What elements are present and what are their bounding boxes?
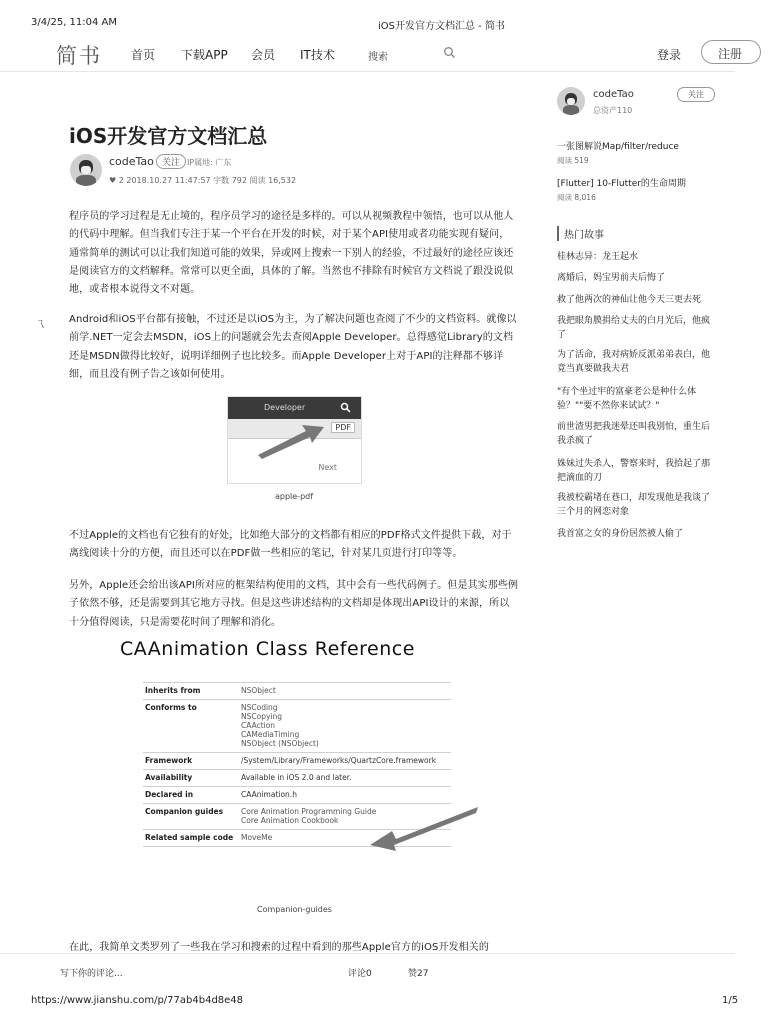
developer-label: Developer bbox=[264, 403, 306, 412]
hot-story-item[interactable]: "有个坐过牢的富豪老公是种什么体验？""要不然你来试试？" bbox=[557, 387, 697, 411]
ref-value: Core Animation Cookbook bbox=[241, 816, 339, 825]
image-caption-apple-pdf: apple-pdf bbox=[275, 492, 314, 501]
ref-value: NSCopying bbox=[241, 712, 282, 721]
hot-story-item[interactable]: 救了他两次的神仙让他今天三更去死 bbox=[557, 295, 702, 305]
recent-article-title[interactable]: 一张图解说Map/filter/reduce bbox=[557, 142, 679, 152]
hot-story-item[interactable]: 我被校霸堵在巷口，却发现他是我谈了三个月的网恋对象 bbox=[557, 493, 711, 517]
table-row bbox=[143, 770, 451, 787]
article-title: iOS开发官方文档汇总 bbox=[69, 124, 268, 148]
ref-key: Declared in bbox=[143, 787, 239, 804]
ref-value: CAAction bbox=[241, 721, 276, 730]
print-datetime: 3/4/25, 11:04 AM bbox=[31, 17, 118, 28]
paragraph-4: 另外，Apple还会给出该API所对应的框架结构使用的文档，其中会有一些代码例子。但是其实那些例子依然不够，还是需要到其它地方寻找。但是这些讲述结构的文档却是体现出API设计的来源，所以十分值得阅读，只是需要花时间了理解和消化。 bbox=[69, 580, 519, 628]
hot-story-item[interactable]: 我首富之女的身份居然被人偷了 bbox=[557, 529, 684, 539]
nav-membership[interactable]: 会员 bbox=[251, 48, 276, 62]
apple-developer-image bbox=[227, 396, 362, 484]
ref-value: MoveMe bbox=[241, 833, 273, 842]
recent-article-reads: 阅读 519 bbox=[557, 156, 589, 165]
hot-story-item[interactable]: 离婚后，妈宝男前夫后悔了 bbox=[557, 273, 666, 283]
sidebar-author-avatar[interactable] bbox=[557, 87, 585, 115]
ref-value: Available in iOS 2.0 and later. bbox=[241, 773, 352, 782]
paragraph-2: Android和iOS平台都有接触，不过还是以iOS为主，为了解决问题也查阅了不少的文档资料。就像以前学.NET一定会去MSDN，iOS上的问题就会先去查阅Apple Developer。总得感觉Library的文档还是MSDN做得比较好，说明详细例子也比较多。而Apple Developer上对于API的注释都不够详细，而且没有例子告之该如何使用。 bbox=[69, 314, 517, 380]
like-button[interactable]: 赞27 bbox=[408, 969, 429, 979]
nav-it-tech[interactable]: IT技术 bbox=[300, 48, 335, 62]
search-icon[interactable] bbox=[443, 46, 456, 59]
sidebar-follow-button[interactable]: 关注 bbox=[677, 87, 715, 102]
sidebar-author-name[interactable]: codeTao bbox=[593, 89, 634, 100]
hot-story-item[interactable]: 姝妹过失杀人，警察来时，我拾起了那把滴血的刀 bbox=[557, 459, 711, 483]
ref-value: /System/Library/Frameworks/QuartzCore.framework bbox=[241, 756, 437, 765]
register-button[interactable]: 注册 bbox=[701, 40, 761, 64]
table-row bbox=[143, 683, 451, 700]
paragraph-5: 在此，我简单文类罗列了一些我在学习和搜索的过程中看到的那些Apple官方的iOS开发相关的 bbox=[69, 942, 489, 953]
ref-value: CAMediaTiming bbox=[241, 730, 300, 739]
nav-home[interactable]: 首页 bbox=[131, 48, 156, 62]
hot-story-item[interactable]: 前世渣男把我迷晕还叫我别怕，重生后我杀疯了 bbox=[557, 422, 711, 446]
hot-stories-heading: 热门故事 bbox=[557, 226, 604, 241]
comments-count-button[interactable]: 评论0 bbox=[348, 969, 372, 979]
ref-value: Core Animation Programming Guide bbox=[241, 807, 377, 816]
hot-story-item[interactable]: 桂林志异：龙王起水 bbox=[557, 252, 639, 262]
follow-author-button[interactable]: 关注 bbox=[156, 154, 186, 169]
nav-download-app[interactable]: 下载APP bbox=[181, 48, 228, 62]
table-row bbox=[143, 700, 451, 753]
article-meta: ♥ 2 2018.10.27 11:47:57 字数 792 阅读 16,532 bbox=[109, 176, 297, 185]
ref-key: Framework bbox=[143, 753, 239, 770]
sidebar-assets: 总资产110 bbox=[593, 106, 633, 115]
ref-key: Companion guides bbox=[143, 804, 239, 830]
next-label: Next bbox=[318, 463, 337, 472]
author-avatar[interactable] bbox=[70, 154, 102, 186]
ref-key: Related sample code bbox=[143, 830, 239, 847]
comment-input[interactable]: 写下你的评论... bbox=[60, 969, 123, 979]
caref-title: CAAnimation Class Reference bbox=[120, 638, 415, 660]
hot-story-item[interactable]: 为了活命，我对病娇反派弟弟表白，他竟当真要做我夫君 bbox=[557, 350, 711, 374]
paragraph-3: 不过Apple的文档也有它独有的好处，比如绝大部分的文档都有相应的PDF格式文件提供下载，对于离线阅读十分的方便，而且还可以在PDF做一些相应的笔记，针对某几页进行打印等等。 bbox=[69, 530, 512, 560]
table-row bbox=[143, 787, 451, 804]
pdf-download-chip: PDF bbox=[331, 422, 355, 433]
ref-key: Conforms to bbox=[143, 700, 239, 753]
ref-value: NSObject bbox=[241, 686, 276, 695]
recent-article-title[interactable]: [Flutter] 10-Flutter的生命周期 bbox=[557, 179, 686, 189]
ref-key: Inherits from bbox=[143, 683, 239, 700]
site-logo[interactable]: 简书 bbox=[56, 44, 102, 68]
ref-value: CAAnimation.h bbox=[241, 790, 297, 799]
print-page-number: 1/5 bbox=[722, 995, 739, 1006]
paragraph-1: 程序员的学习过程是无止境的，程序员学习的途径是多样的。可以从视频教程中领悟，也可以从他人的代码中理解。但当我们专注于某一个平台在开发的时候，对于某个API使用或者功能实现有疑问，通常简单的测试可以让我们知道可能的效果，异或网上搜索一下别人的经验，不过最好的途径应该还是阅读官方的文档解释。常常可以更全面，具体的了解。当然也不排除有时候官方文档说了跟没说似地，或者根本说得文不对题。 bbox=[69, 211, 514, 296]
arrow-annotation-icon bbox=[256, 419, 326, 459]
ip-location: IP属地: 广东 bbox=[187, 158, 232, 167]
recent-article-reads: 阅读 8,016 bbox=[557, 193, 596, 202]
print-page-title: iOS开发官方文档汇总 - 简书 bbox=[378, 21, 505, 32]
table-row bbox=[143, 753, 451, 770]
developer-search-icon bbox=[340, 402, 351, 413]
side-toolbar-glyph[interactable]: ㄟ bbox=[35, 317, 46, 330]
arrow-annotation-icon bbox=[370, 805, 480, 855]
ref-value: NSObject (NSObject) bbox=[241, 739, 319, 748]
image-caption-companion-guides: Companion-guides bbox=[257, 905, 332, 914]
print-url: https://www.jianshu.com/p/77ab4b4d8e48 bbox=[31, 995, 244, 1006]
author-name[interactable]: codeTao bbox=[109, 155, 154, 168]
ref-key: Availability bbox=[143, 770, 239, 787]
search-input[interactable]: 搜索 bbox=[368, 52, 388, 63]
hot-story-item[interactable]: 我把眼角膜捐给丈夫的白月光后，他疯了 bbox=[557, 316, 711, 340]
ref-value: NSCoding bbox=[241, 703, 278, 712]
login-link[interactable]: 登录 bbox=[657, 48, 682, 62]
